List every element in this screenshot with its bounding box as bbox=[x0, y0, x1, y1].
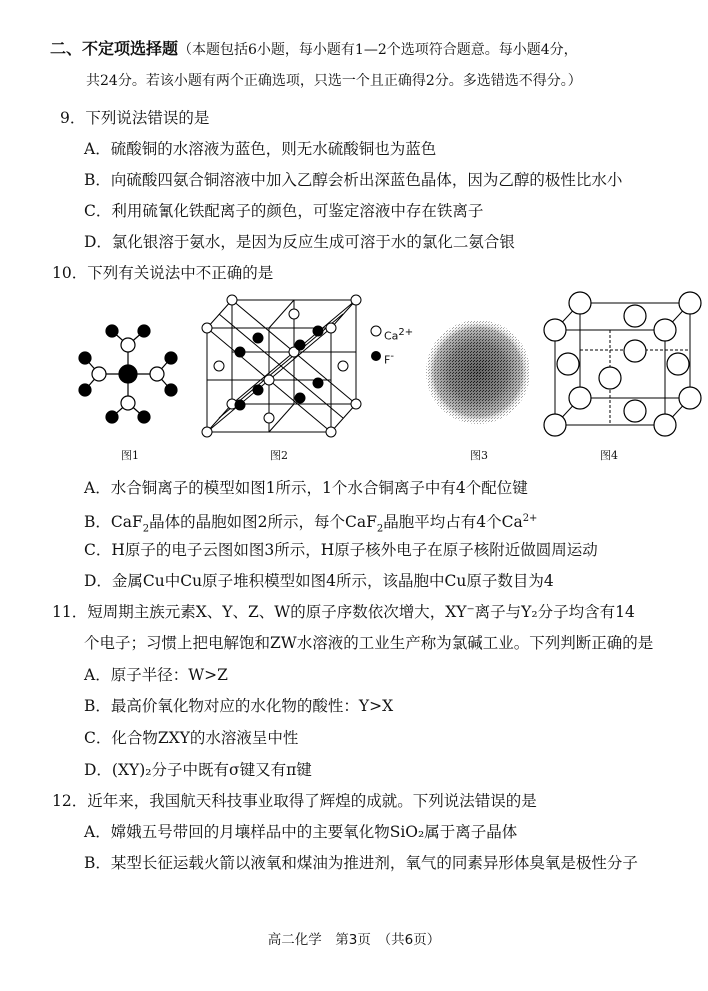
q12-stem: 12．近年来，我国航天科技事业取得了辉煌的成就。下列说法错误的是 bbox=[52, 792, 537, 810]
fig1-model bbox=[79, 325, 177, 423]
legend-f-charge: - bbox=[390, 351, 394, 362]
q10-option-c: C．H原子的电子云图如图3所示，H原子核外电子在原子核附近做圆周运动 bbox=[84, 541, 598, 559]
q10-b-part3: 晶胞平均占有4个Ca bbox=[383, 513, 523, 532]
fig2-unit-cell bbox=[202, 295, 361, 437]
q10-b-part2: 晶体的晶胞如图2所示，每个CaF bbox=[149, 513, 377, 532]
fig4-fcc-cell bbox=[544, 292, 701, 436]
q11-option-b: B．最高价氧化物对应的水化物的酸性：Y>X bbox=[84, 697, 394, 715]
q11-stem-line2: 个电子；习惯上把电解饱和ZW水溶液的工业生产称为氯碱工业。下列判断正确的是 bbox=[84, 634, 654, 652]
fig1-caption: 图1 bbox=[121, 449, 139, 462]
legend-f-label: F bbox=[384, 353, 391, 367]
q10-b-part1: B．CaF bbox=[84, 513, 143, 532]
legend-ca-label: Ca bbox=[384, 329, 399, 343]
q11-option-c: C．化合物ZXY的水溶液呈中性 bbox=[84, 729, 299, 747]
fig4-caption: 图4 bbox=[600, 449, 618, 462]
section-note-line2: 共24分。若该小题有两个正确选项，只选一个且正确得2分。多选错选不得分。） bbox=[86, 73, 582, 89]
q9-option-b: B．向硫酸四氨合铜溶液中加入乙醇会析出深蓝色晶体，因为乙醇的极性比水小 bbox=[84, 171, 623, 189]
q11-option-d: D．(XY)₂分子中既有σ键又有π键 bbox=[84, 761, 312, 779]
fig3-electron-cloud bbox=[426, 320, 530, 424]
q10-b-sub2: 2 bbox=[376, 523, 384, 535]
q9-option-d: D．氯化银溶于氨水，是因为反应生成可溶于水的氯化二氨合银 bbox=[84, 233, 515, 251]
page-footer: 高二化学 第3页 （共6页） bbox=[267, 932, 441, 948]
q12-option-b: B．某型长征运载火箭以液氧和煤油为推进剂，氧气的同素异形体臭氧是极性分子 bbox=[84, 854, 638, 872]
q9-option-c: C．利用硫氰化铁配离子的颜色，可鉴定溶液中存在铁离子 bbox=[84, 202, 484, 220]
q9-option-a: A．硫酸铜的水溶液为蓝色，则无水硫酸铜也为蓝色 bbox=[84, 140, 437, 158]
fig3-caption: 图3 bbox=[470, 449, 488, 462]
section-heading: 二、不定项选择题 bbox=[50, 39, 179, 58]
q10-option-b bbox=[84, 508, 537, 540]
q10-option-d: D．金属Cu中Cu原子堆积模型如图4所示，该晶胞中Cu原子数目为4 bbox=[84, 572, 554, 590]
q10-option-a: A．水合铜离子的模型如图1所示，1个水合铜离子中有4个配位键 bbox=[84, 479, 528, 497]
legend-ca-charge: 2+ bbox=[398, 327, 414, 338]
q10-stem: 10．下列有关说法中不正确的是 bbox=[52, 264, 274, 282]
q12-option-a: A．嫦娥五号带回的月壤样品中的主要氧化物SiO₂属于离子晶体 bbox=[84, 823, 518, 841]
q9-stem: 9．下列说法错误的是 bbox=[60, 109, 210, 127]
q10-b-sup: 2+ bbox=[522, 513, 538, 524]
q11-stem-line1: 11．短周期主族元素X、Y、Z、W的原子序数依次增大，XY⁻离子与Y₂分子均含有14 bbox=[52, 603, 635, 621]
q11-option-a: A．原子半径：W>Z bbox=[84, 666, 228, 684]
fig2-caption: 图2 bbox=[270, 449, 288, 462]
q10-b-sub1: 2 bbox=[142, 523, 150, 535]
legend-ca bbox=[384, 322, 413, 348]
legend-f bbox=[384, 346, 394, 372]
section-note-line1: （本题包括6小题，每小题有1—2个选项符合题意。每小题4分， bbox=[178, 42, 578, 58]
